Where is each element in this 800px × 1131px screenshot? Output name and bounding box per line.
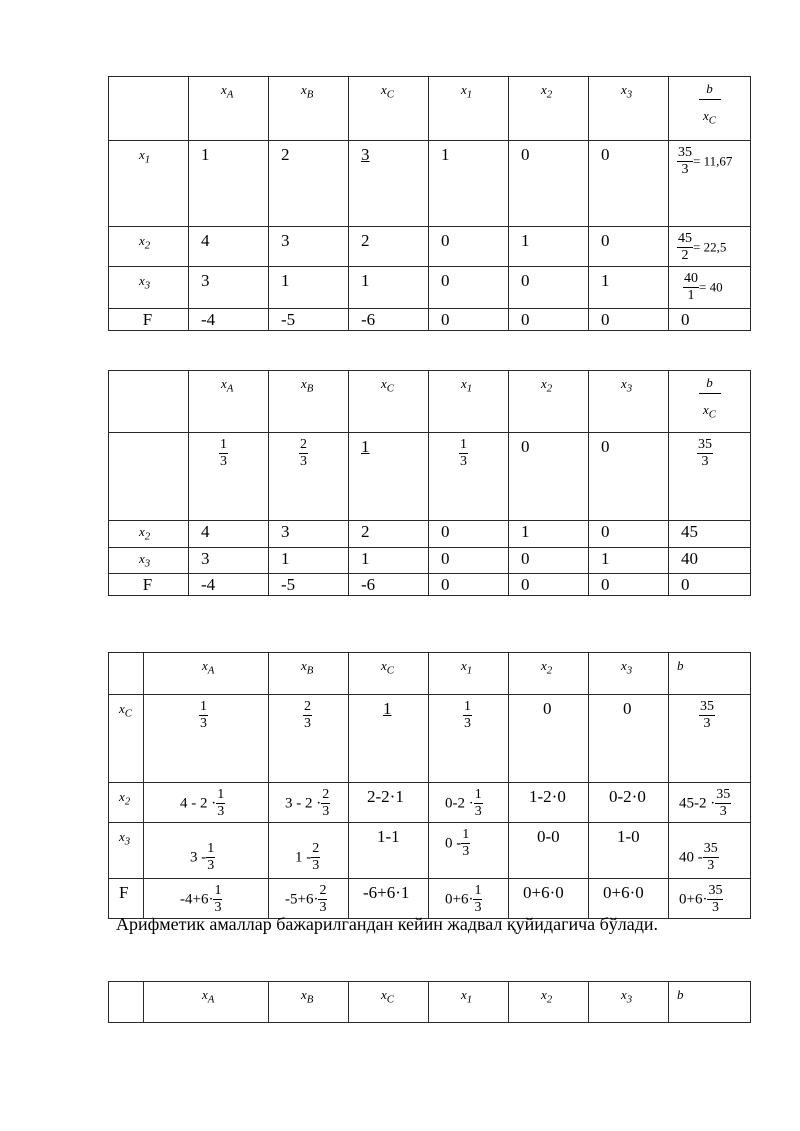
header-row [109,653,751,695]
simplex-table-4 [108,981,751,1023]
cell: 1-2·0 [509,783,589,823]
objective-row [109,309,751,331]
cell: -5+6· $\frac{2}{3}$ [269,879,349,919]
col-xB: $x_B$ [269,653,349,695]
simplex-table-2 [108,370,751,596]
cell: 3 - 2 · $\frac{2}{3}$ [269,783,349,823]
cell: -5 [269,574,349,596]
fraction: $\frac{35}{3}$ [716,787,731,819]
cell: 0+6· $\frac{35}{3}$ [669,879,751,919]
cell: 0 [509,547,589,574]
cell: 0 [589,574,669,596]
cell: 0 - $\frac{1}{3}$ [429,823,509,879]
ratio-cell: $\frac{45}{2}$ = 22,5 [669,227,751,267]
table-row [109,823,751,879]
fraction: $\frac{1}{3}$ [460,437,467,469]
objective-row [109,879,751,919]
pivot-cell: 1 [349,695,429,783]
row-head: $x_C$ [109,695,144,783]
fraction: $\frac{1}{3}$ [217,787,225,819]
cell: 40 - $\frac{35}{3}$ [669,823,751,879]
row-head: $x_2$ [109,783,144,823]
cell: 3 [269,521,349,548]
cell: 40 [669,547,751,574]
cell: 0 [589,521,669,548]
cell: 0+6·0 [589,879,669,919]
col-x3: $x_3$ [589,77,669,141]
table-row [109,141,751,227]
cell: -5 [269,309,349,331]
cell: 1-0 [589,823,669,879]
table-row [109,267,751,309]
fraction: $\frac{35}{3}$ [698,437,712,469]
cell: 1-1 [349,823,429,879]
table-row [109,783,751,823]
cell: 2 [349,521,429,548]
col-xB: $x_B$ [269,77,349,141]
pivot-cell: 1 [349,433,429,521]
row-head: F [109,574,189,596]
cell: 0 [429,309,509,331]
corner-cell [109,653,144,695]
cell [669,695,751,783]
row-head: $x_1$ [109,141,189,227]
ratio-cell: $\frac{40}{1}$ = 40 [669,267,751,309]
fraction: $\frac{1}{3}$ [220,437,227,469]
cell: 0-2·0 [589,783,669,823]
fraction: $\frac{35}{3}$ [678,145,692,177]
row-head: $x_2$ [109,521,189,548]
cell: 0 [589,309,669,331]
simplex-table-3 [108,652,751,919]
fraction: $\frac{2}{3}$ [312,841,320,873]
cell: 0 [509,267,589,309]
cell [669,433,751,521]
row-head: $x_3$ [109,823,144,879]
row-head: F [109,879,144,919]
row-head: $x_3$ [109,267,189,309]
col-x1: $x_1$ [429,77,509,141]
cell: 0 [429,267,509,309]
col-xA: $x_A$ [189,371,269,433]
caption-text: Арифметик амаллар бажарилгандан кейин жадвал қуйидагича бўлади. [116,914,659,934]
header-row [109,371,751,433]
cell: 0 [509,695,589,783]
cell [269,433,349,521]
col-xB: $x_B$ [269,371,349,433]
cell: 0 [509,433,589,521]
cell: 1 [509,227,589,267]
table-row [109,227,751,267]
cell [189,433,269,521]
fraction: $\frac{2}{3}$ [300,437,307,469]
cell: 1 [269,267,349,309]
col-xA: $x_A$ [189,77,269,141]
col-ratio: b $x_C$ [669,77,751,141]
col-x2: $x_2$ [509,653,589,695]
cell: 0 [429,574,509,596]
cell: 0+6·0 [509,879,589,919]
fraction: $\frac{35}{3}$ [703,841,718,873]
cell: 0 [509,574,589,596]
pivot-cell: 3 [349,141,429,227]
cell: 4 [189,521,269,548]
cell: 0 [429,547,509,574]
objective-row [109,574,751,596]
col-b: b [669,653,751,695]
col-xC: $x_C$ [349,982,429,1023]
fraction: $\frac{45}{2}$ [678,231,692,263]
cell: 0 [509,141,589,227]
col-b: b [669,982,751,1023]
col-x2: $x_2$ [509,77,589,141]
col-xA: $x_A$ [144,653,269,695]
cell: 4 - 2 · $\frac{1}{3}$ [144,783,269,823]
col-xC: $x_C$ [349,371,429,433]
col-x1: $x_1$ [429,982,509,1023]
col-x3: $x_3$ [589,653,669,695]
fraction: $\frac{2}{3}$ [304,699,311,731]
cell: 0 [589,141,669,227]
corner-cell [109,982,144,1023]
cell [429,433,509,521]
fraction: $\frac{35}{3}$ [708,883,723,915]
col-x2: $x_2$ [509,982,589,1023]
col-x2: $x_2$ [509,371,589,433]
cell: 1 - $\frac{2}{3}$ [269,823,349,879]
table-row [109,547,751,574]
corner-cell [109,77,189,141]
cell [269,695,349,783]
fraction: $\frac{40}{1}$ [684,271,698,303]
header-row [109,982,751,1023]
cell: 0 [589,227,669,267]
cell: 2 [349,227,429,267]
fraction: $\frac{1}{3}$ [462,827,470,859]
cell: 0+6· $\frac{1}{3}$ [429,879,509,919]
cell: -6 [349,574,429,596]
corner-cell [109,371,189,433]
fraction: $\frac{1}{3}$ [464,699,471,731]
cell: -4 [189,309,269,331]
col-x1: $x_1$ [429,371,509,433]
fraction: $\frac{1}{3}$ [474,787,482,819]
cell: -4 [189,574,269,596]
table-row [109,521,751,548]
cell: 4 [189,227,269,267]
cell: 1 [349,547,429,574]
cell: 0 [589,433,669,521]
col-x3: $x_3$ [589,982,669,1023]
row-head: F [109,309,189,331]
table-row [109,433,751,521]
cell: 0-0 [509,823,589,879]
fraction: $\frac{1}{3}$ [474,883,482,915]
table-row [109,695,751,783]
cell: 0 [429,227,509,267]
row-head [109,433,189,521]
cell: 1 [589,547,669,574]
fraction: $\frac{2}{3}$ [319,883,327,915]
col-xA: $x_A$ [144,982,269,1023]
col-x1: $x_1$ [429,653,509,695]
cell: 2 [269,141,349,227]
cell [429,695,509,783]
cell: 45 [669,521,751,548]
cell: -4+6· $\frac{1}{3}$ [144,879,269,919]
row-head: $x_3$ [109,547,189,574]
cell: 0-2 · $\frac{1}{3}$ [429,783,509,823]
col-x3: $x_3$ [589,371,669,433]
col-ratio: b $x_C$ [669,371,751,433]
fraction: $\frac{1}{3}$ [200,699,207,731]
cell: -6 [349,309,429,331]
cell: 3 [189,267,269,309]
simplex-table-1 [108,76,751,331]
cell: 1 [269,547,349,574]
header-row [109,77,751,141]
cell: -6+6·1 [349,879,429,919]
cell: 0 [509,309,589,331]
cell [144,695,269,783]
col-xC: $x_C$ [349,653,429,695]
fraction: $\frac{2}{3}$ [322,787,330,819]
cell: 2-2·1 [349,783,429,823]
col-xC: $x_C$ [349,77,429,141]
cell: 1 [509,521,589,548]
cell: 3 [189,547,269,574]
cell: 0 [669,574,751,596]
cell: 3 [269,227,349,267]
cell: 0 [589,695,669,783]
fraction: $\frac{1}{3}$ [214,883,222,915]
cell: 1 [189,141,269,227]
cell: 0 [429,521,509,548]
fraction: $\frac{1}{3}$ [207,841,215,873]
cell: 45-2 · $\frac{35}{3}$ [669,783,751,823]
cell: 1 [589,267,669,309]
cell: 0 [669,309,751,331]
fraction: $\frac{35}{3}$ [700,699,714,731]
cell: 3 - $\frac{1}{3}$ [144,823,269,879]
cell: 1 [429,141,509,227]
col-xB: $x_B$ [269,982,349,1023]
cell: 1 [349,267,429,309]
ratio-cell: $\frac{35}{3}$ = 11,67 [669,141,751,227]
row-head: $x_2$ [109,227,189,267]
